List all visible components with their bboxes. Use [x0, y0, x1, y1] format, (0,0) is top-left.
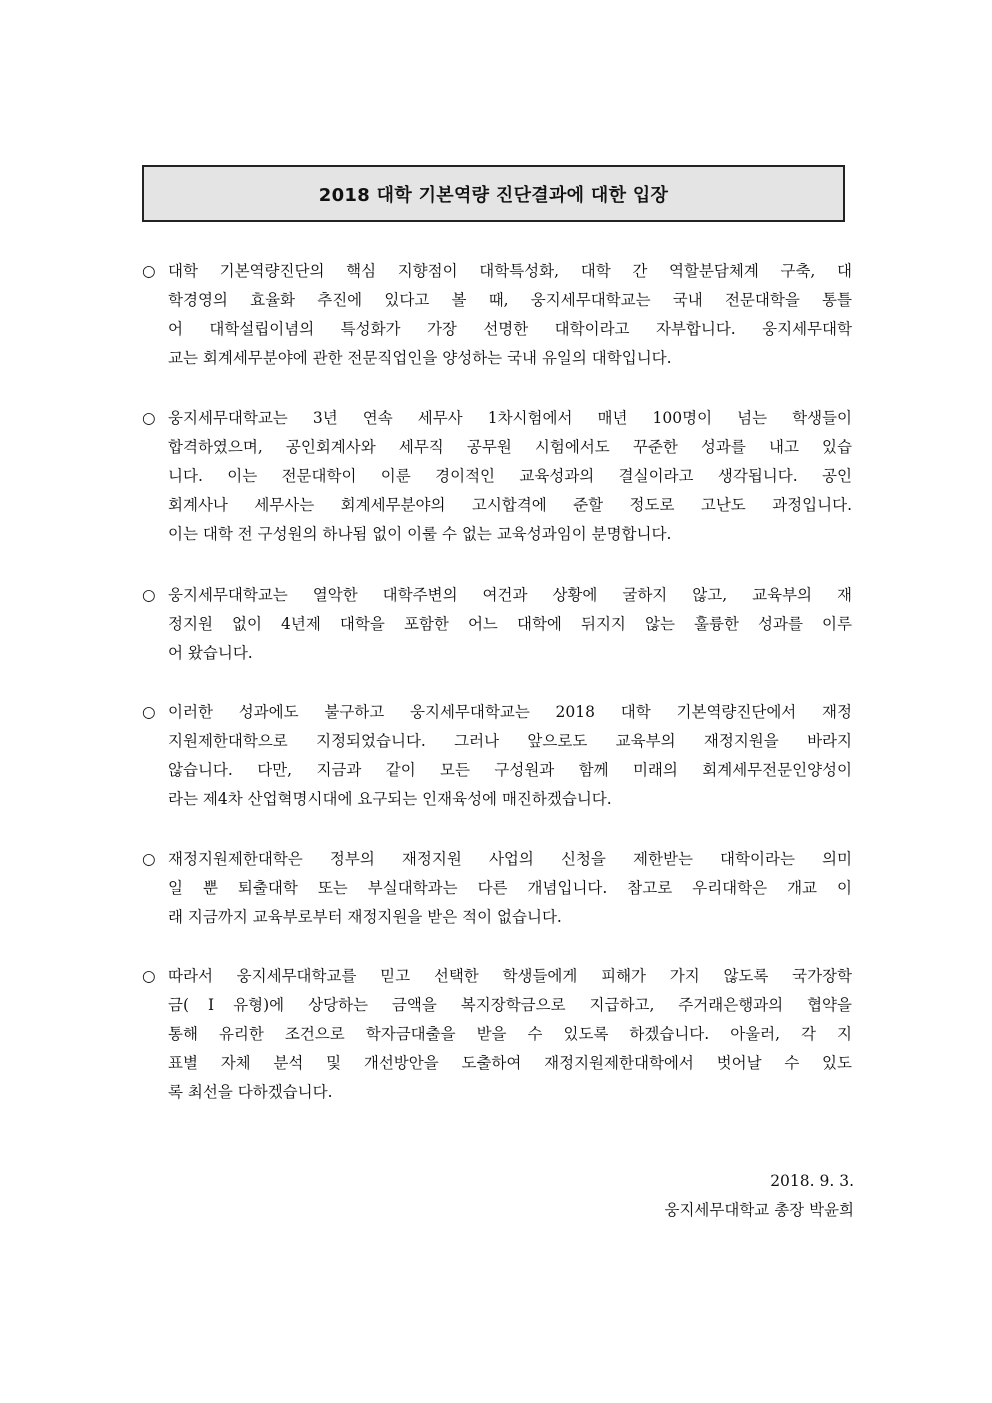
- paragraph-line: ○ 이러한 성과에도 불구하고 웅지세무대학교는 2018 대학 기본역량진단에서 재정: [142, 698, 852, 727]
- circle-bullet-icon: ○: [142, 850, 156, 868]
- title-box: [142, 165, 845, 222]
- paragraph-2: [142, 404, 852, 549]
- paragraph-3: [142, 581, 852, 668]
- paragraph-line: 어 대학설립이념의 특성화가 가장 선명한 대학이라고 자부합니다. 웅지세무대학: [168, 320, 852, 338]
- circle-bullet-icon: ○: [142, 262, 156, 280]
- paragraph-line: 합격하였으며, 공인회계사와 세무직 공무원 시험에서도 꾸준한 성과를 내고 있습: [168, 438, 852, 456]
- paragraph-4: [142, 698, 852, 814]
- paragraph-line: 라는 제4차 산업혁명시대에 요구되는 인재육성에 매진하겠습니다.: [168, 790, 612, 808]
- paragraph-line: 래 지금까지 교육부로부터 재정지원을 받은 적이 없습니다.: [168, 908, 562, 926]
- paragraph-line: ○ 따라서 웅지세무대학교를 믿고 선택한 학생들에게 피해가 가지 않도록 국가장학: [142, 962, 852, 991]
- circle-bullet-icon: ○: [142, 967, 156, 985]
- paragraph-line: ○ 웅지세무대학교는 열악한 대학주변의 여건과 상황에 굴하지 않고, 교육부의 재: [142, 581, 852, 610]
- signature-line: 웅지세무대학교 총장 박윤희: [664, 1201, 854, 1219]
- document-title: 2018 대학 기본역량 진단결과에 대한 입장: [318, 184, 669, 206]
- paragraph-6: [142, 962, 852, 1107]
- paragraph-line: 금(Ⅰ유형)에 상당하는 금액을 복지장학금으로 지급하고, 주거래은행과의 협약을: [168, 996, 852, 1014]
- paragraph-line: 교는 회계세무분야에 관한 전문직업인을 양성하는 국내 유일의 대학입니다.: [168, 349, 672, 367]
- paragraph-line: ○ 재정지원제한대학은 정부의 재정지원 사업의 신청을 제한받는 대학이라는 의미: [142, 845, 852, 874]
- paragraph-line: 정지원 없이 4년제 대학을 포함한 어느 대학에 뒤지지 않는 훌륭한 성과를 이루: [168, 615, 852, 633]
- paragraph-line: 록 최선을 다하겠습니다.: [168, 1083, 333, 1101]
- paragraph-1: [142, 257, 852, 373]
- circle-bullet-icon: ○: [142, 586, 156, 604]
- paragraph-line: 회계사나 세무사는 회계세무분야의 고시합격에 준할 정도로 고난도 과정입니다.: [168, 496, 852, 514]
- paragraph-line: 표별 자체 분석 및 개선방안을 도출하여 재정지원제한대학에서 벗어날 수 있도: [168, 1054, 852, 1072]
- paragraph-line: ○ 웅지세무대학교는 3년 연속 세무사 1차시험에서 매년 100명이 넘는 학생들이: [142, 404, 852, 433]
- document-date: 2018. 9. 3.: [770, 1172, 854, 1190]
- paragraph-line: 지원제한대학으로 지정되었습니다. 그러나 앞으로도 교육부의 재정지원을 바라지: [168, 732, 852, 750]
- paragraph-line: 이는 대학 전 구성원의 하나됨 없이 이룰 수 없는 교육성과임이 분명합니다.: [168, 525, 672, 543]
- paragraph-line: 어 왔습니다.: [168, 644, 253, 662]
- paragraph-line: 않습니다. 다만, 지금과 같이 모든 구성원과 함께 미래의 회계세무전문인양성이: [168, 761, 852, 779]
- paragraph-line: 통해 유리한 조건으로 학자금대출을 받을 수 있도록 하겠습니다. 아울러, 각 지: [168, 1025, 852, 1043]
- paragraph-line: 학경영의 효율화 추진에 있다고 볼 때, 웅지세무대학교는 국내 전문대학을 통틀: [168, 291, 852, 309]
- circle-bullet-icon: ○: [142, 409, 156, 427]
- paragraph-line: 일 뿐 퇴출대학 또는 부실대학과는 다른 개념입니다. 참고로 우리대학은 개교 이: [168, 879, 852, 897]
- paragraph-line: ○ 대학 기본역량진단의 핵심 지향점이 대학특성화, 대학 간 역할분담체계 구축, 대: [142, 257, 852, 286]
- circle-bullet-icon: ○: [142, 703, 156, 721]
- paragraph-line: 니다. 이는 전문대학이 이룬 경이적인 교육성과의 결실이라고 생각됩니다. 공인: [168, 467, 852, 485]
- paragraph-5: [142, 845, 852, 932]
